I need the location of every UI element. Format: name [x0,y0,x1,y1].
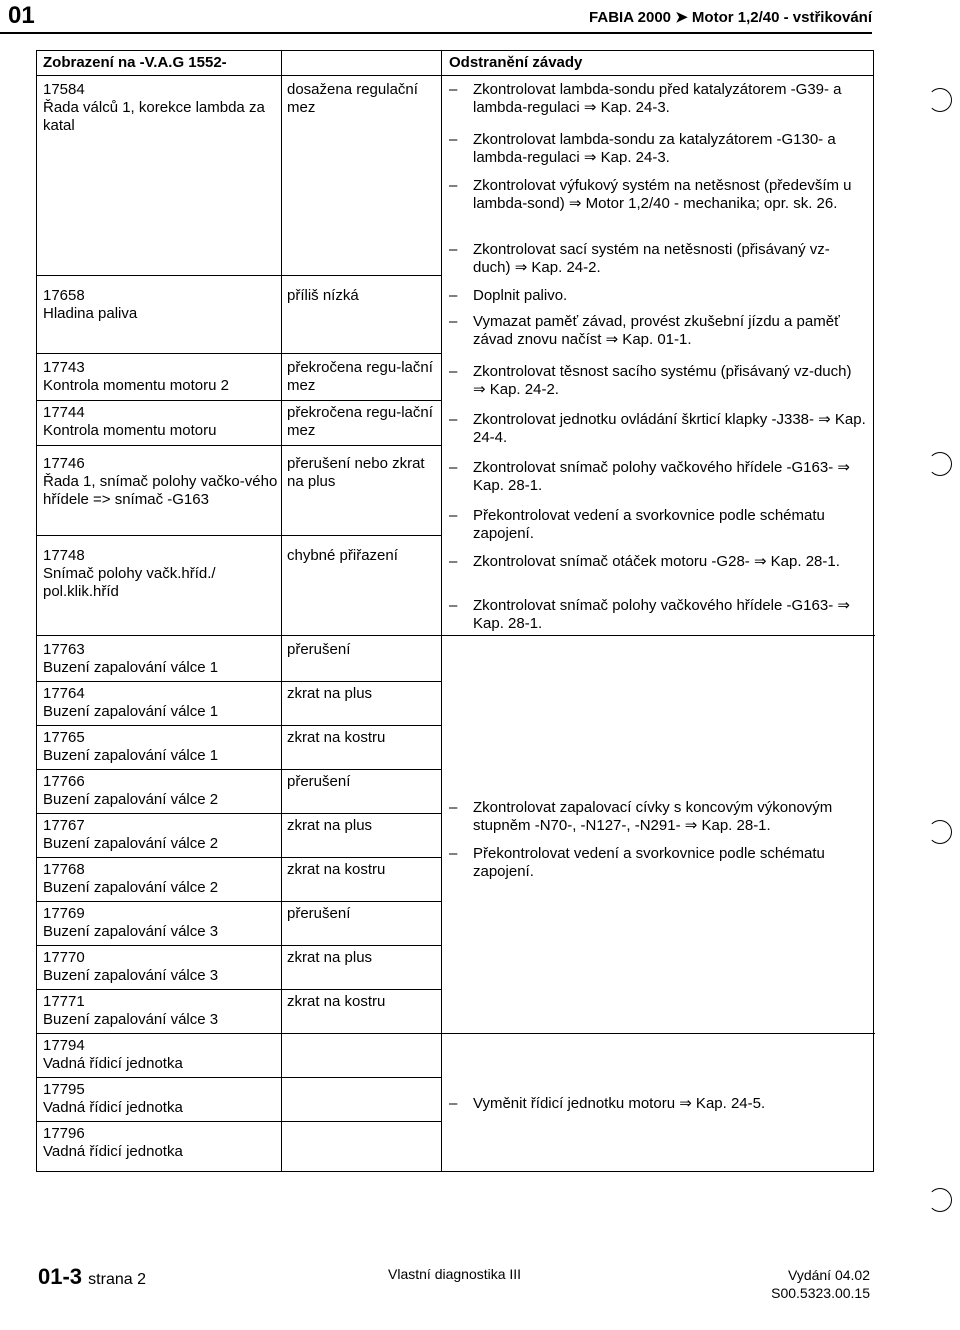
page-code: 01-3 strana 2 [38,1264,146,1289]
row-divider [37,1121,441,1122]
header-divider [37,75,873,76]
chapter-number: 01 [8,2,35,29]
fault-code: 17770 [43,949,85,966]
fault-description: Buzení zapalování válce 2 [43,879,219,896]
fault-code: 17765 [43,729,85,746]
row-divider [37,681,441,682]
fault-code: 17769 [43,905,85,922]
row-divider [37,635,875,636]
binding-hole-icon [928,1188,952,1212]
fault-code: 17767 [43,817,85,834]
remedy-step: – Zkontrolovat snímač otáček motoru -G28- ⇒ Kap. 28-1. [449,553,840,570]
remedy-step: – Zkontrolovat jednotku ovládání škrticí klapky -J338- ⇒ Kap. 24-4. [449,411,866,446]
table-row [43,905,279,941]
fault-description: Buzení zapalování válce 2 [43,791,219,808]
fault-description: Vadná řídicí jednotka [43,1055,183,1072]
fault-state: přerušení [287,905,351,922]
fault-description: Buzení zapalování válce 1 [43,659,219,676]
table-row [43,993,279,1029]
fault-state: zkrat na kostru [287,993,386,1010]
row-divider [37,945,441,946]
binding-hole-icon [928,452,952,476]
table-row [43,404,279,440]
fault-state: příliš nízká [287,287,359,304]
header-rule [0,32,872,34]
remedy-step: – Vymazat paměť závad, provést zkušební jízdu a paměť závad znovu načíst ⇒ Kap. 01-1. [449,313,840,348]
fault-code: 17744 [43,404,85,421]
fault-code: 17795 [43,1081,85,1098]
fault-state: zkrat na kostru [287,729,386,746]
fault-code: 17584 [43,81,85,98]
footer-section: Vlastní diagnostika III [388,1266,522,1282]
table-row [43,455,279,509]
fault-state: zkrat na plus [287,817,373,834]
fault-state: zkrat na plus [287,685,373,702]
remedy-step: – Zkontrolovat lambda-sondu za katalyzátorem -G130- a lambda-regulaci ⇒ Kap. 24-3. [449,131,836,166]
row-divider [37,1033,875,1034]
binding-hole-icon [928,88,952,112]
row-divider [37,353,441,354]
table-row [43,729,279,765]
remedy-step: – Zkontrolovat zapalovací cívky s koncovým výkonovým stupněm -N70-, -N127-, -N291- ⇒ Kap. 28-1. [449,799,833,834]
row-divider [37,901,441,902]
table-row [43,641,279,677]
fault-description: Buzení zapalování válce 2 [43,835,219,852]
table-row [43,817,279,853]
remedy-step: – Zkontrolovat těsnost sacího systému (přisávaný vz-duch) ⇒ Kap. 24-2. [449,363,852,398]
fault-code: 17796 [43,1125,85,1142]
remedy-step: – Zkontrolovat výfukový systém na netěsnost (především u lambda-sond) ⇒ Motor 1,2/40 - mechanika; opr. sk. 26. [449,177,852,212]
row-divider [37,400,441,401]
remedy-step: – Doplnit palivo. [449,287,568,304]
fault-description: Kontrola momentu motoru 2 [43,377,229,394]
fault-code: 17771 [43,993,85,1010]
fault-code: 17658 [43,287,85,304]
table-row [43,547,279,601]
fault-description: Vadná řídicí jednotka [43,1143,183,1160]
fault-description: Kontrola momentu motoru [43,422,217,439]
fault-description: Snímač polohy vačk.hříd./ pol.klik.hříd [43,565,216,600]
fault-table [36,50,874,1172]
row-divider [37,857,441,858]
remedy-step: – Překontrolovat vedení a svorkovnice podle schématu zapojení. [449,507,825,542]
fault-state: překročena regu-lační mez [287,404,433,439]
binding-hole-icon [928,820,952,844]
fault-description: Buzení zapalování válce 3 [43,967,219,984]
fault-state: chybné přiřazení [287,547,398,564]
fault-description: Buzení zapalování válce 1 [43,747,219,764]
remedy-step: – Překontrolovat vedení a svorkovnice podle schématu zapojení. [449,845,825,880]
column-divider-1 [281,51,282,1171]
column-divider-2 [441,51,442,1171]
fault-description: Hladina paliva [43,305,138,322]
col-header-remedy: Odstranění závady [449,54,583,71]
row-divider [37,535,441,536]
fault-description: Buzení zapalování válce 3 [43,923,219,940]
table-row [43,949,279,985]
table-row [43,1125,279,1161]
footer-edition: Vydání 04.02 S00.5323.00.15 [771,1267,870,1301]
remedy-step: – Zkontrolovat lambda-sondu před katalyzátorem -G39- a lambda-regulaci ⇒ Kap. 24-3. [449,81,842,116]
fault-code: 17794 [43,1037,85,1054]
row-divider [37,989,441,990]
row-divider [37,275,441,276]
table-row [43,81,279,135]
fault-state: přerušení nebo zkrat na plus [287,455,425,490]
table-row [43,861,279,897]
remedy-step: – Zkontrolovat snímač polohy vačkového hřídele -G163- ⇒ Kap. 28-1. [449,459,850,494]
fault-description: Řada válců 1, korekce lambda za katal [43,99,265,134]
table-row [43,1037,279,1073]
row-divider [37,445,441,446]
row-divider [37,1077,441,1078]
remedy-step: – Zkontrolovat snímač polohy vačkového hřídele -G163- ⇒ Kap. 28-1. [449,597,850,632]
fault-state: zkrat na kostru [287,861,386,878]
table-row [43,1081,279,1117]
fault-code: 17768 [43,861,85,878]
fault-code: 17748 [43,547,85,564]
fault-state: přerušení [287,641,351,658]
fault-description: Řada 1, snímač polohy vačko-vého hřídele => snímač -G163 [43,473,278,508]
table-row [43,287,279,323]
row-divider [37,813,441,814]
fault-code: 17764 [43,685,85,702]
table-row [43,773,279,809]
fault-code: 17743 [43,359,85,376]
fault-state: přerušení [287,773,351,790]
fault-code: 17766 [43,773,85,790]
row-divider [37,769,441,770]
fault-description: Buzení zapalování válce 3 [43,1011,219,1028]
document-title: FABIA 2000 ➤ Motor 1,2/40 - vstřikování [589,9,872,26]
fault-code: 17746 [43,455,85,472]
fault-description: Vadná řídicí jednotka [43,1099,183,1116]
fault-code: 17763 [43,641,85,658]
row-divider [37,725,441,726]
fault-description: Buzení zapalování válce 1 [43,703,219,720]
fault-state: dosažena regulační mez [287,81,418,116]
table-row [43,685,279,721]
col-header-display: Zobrazení na -V.A.G 1552- [43,54,227,71]
remedy-step: – Zkontrolovat sací systém na netěsnosti (přisávaný vz-duch) ⇒ Kap. 24-2. [449,241,830,276]
remedy-step: – Vyměnit řídicí jednotku motoru ⇒ Kap. 24-5. [449,1095,766,1112]
fault-state: zkrat na plus [287,949,373,966]
fault-state: překročena regu-lační mez [287,359,433,394]
page-footer [0,1240,960,1330]
page-header [0,0,960,36]
table-row [43,359,279,395]
